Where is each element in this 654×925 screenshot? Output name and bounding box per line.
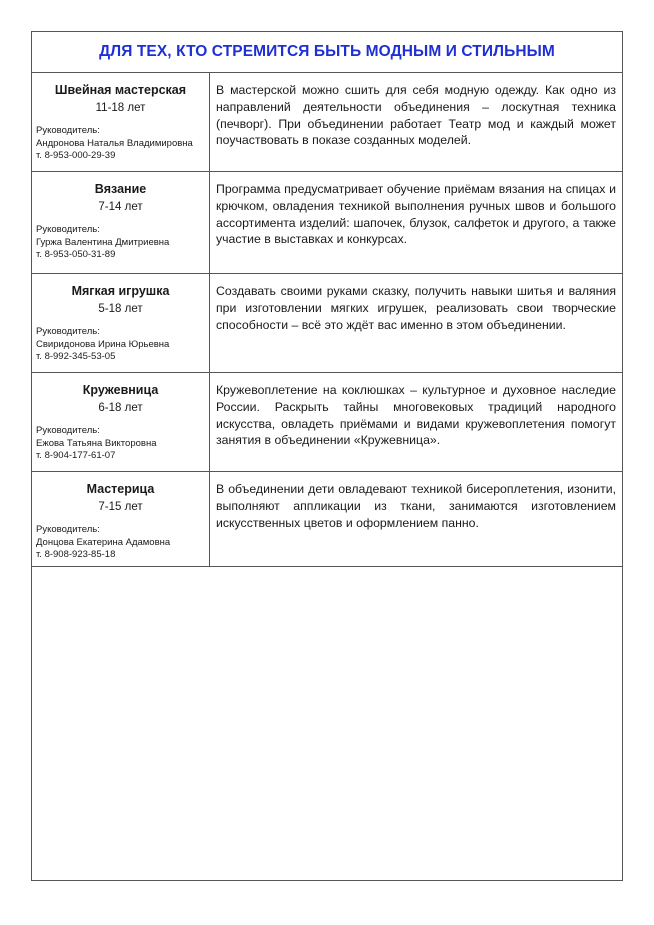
- table-row: [32, 73, 622, 172]
- program-description: Программа предусматривает обучение приёмам вязания на спицах и крючком, овладения техникой выполнения ручных швов и большого ассортимента изделий: шапочек, блузок, салфеток и другого, а также участие в выставках и конкурсах.: [216, 182, 616, 247]
- leader-info: [36, 524, 209, 562]
- program-age: 7-14 лет: [98, 201, 143, 213]
- program-info-cell: [32, 274, 210, 372]
- leader-label: Руководитель:: [36, 326, 100, 337]
- leader-name: Андронова Наталья Владимировна: [36, 137, 193, 149]
- program-description-cell: [210, 373, 622, 471]
- program-age: 6-18 лет: [98, 402, 143, 414]
- leader-phone: т. 8-908-923-85-18: [36, 549, 116, 560]
- leader-label: Руководитель:: [36, 425, 100, 436]
- program-info-cell: [32, 373, 210, 471]
- program-name: Швейная мастерская: [54, 83, 187, 97]
- leader-phone: т. 8-953-050-31-89: [36, 249, 116, 260]
- leader-info: [36, 125, 209, 163]
- leader-phone: т. 8-904-177-61-07: [36, 450, 116, 461]
- leader-info: [36, 224, 209, 262]
- program-description: Создавать своими руками сказку, получить навыки шитья и валяния при изготовлении мягких игрушек, реализовать свои творческие способности – всё это ждёт вас именно в этом объединении.: [216, 284, 616, 332]
- program-description-cell: [210, 172, 622, 273]
- program-description: В объединении дети овладевают техникой бисероплетения, изонити, выполняют аппликации из ткани, занимаются изготовлением искусственных цветов и оформлением панно.: [216, 482, 616, 530]
- leader-name: Ежова Татьяна Викторовна: [36, 437, 157, 449]
- program-name: Мягкая игрушка: [71, 284, 170, 298]
- table-row: [32, 172, 622, 274]
- leader-name: Донцова Екатерина Адамовна: [36, 536, 171, 548]
- program-description: Кружевоплетение на коклюшках – культурное и духовное наследие России. Раскрыть тайны многовековых традиций народного искусства, овладеть приёмами и видами кружевоплетения помогут занятия в объединении «Кружевница».: [216, 383, 616, 448]
- page-title: ДЛЯ ТЕХ, КТО СТРЕМИТСЯ БЫТЬ МОДНЫМ И СТИЛЬНЫМ: [99, 43, 555, 60]
- leader-name: Свиридонова Ирина Юрьевна: [36, 338, 170, 350]
- program-info-cell: [32, 472, 210, 566]
- table-row: [32, 274, 622, 373]
- leader-name: Гуржа Валентина Дмитриевна: [36, 236, 170, 248]
- table-row: [32, 472, 622, 567]
- program-age: 11-18 лет: [95, 102, 146, 114]
- program-name: Мастерица: [86, 482, 155, 496]
- leader-info: [36, 326, 209, 364]
- program-name: Вязание: [94, 182, 147, 196]
- program-description-cell: [210, 274, 622, 372]
- leader-phone: т. 8-953-000-29-39: [36, 150, 116, 161]
- program-age: 5-18 лет: [98, 303, 143, 315]
- program-description-cell: [210, 472, 622, 566]
- program-info-cell: [32, 73, 210, 171]
- leader-label: Руководитель:: [36, 524, 100, 535]
- table-row: [32, 373, 622, 472]
- program-description-cell: [210, 73, 622, 171]
- program-info-cell: [32, 172, 210, 273]
- program-description: В мастерской можно сшить для себя модную одежду. Как одно из направлений деятельности объединения – лоскутная техника (печворг). При объединении работает Театр мод и каждый может поучаствовать в показе созданных моделей.: [216, 83, 616, 148]
- program-table: [31, 31, 623, 881]
- leader-label: Руководитель:: [36, 125, 100, 136]
- program-name: Кружевница: [82, 383, 159, 397]
- program-age: 7-15 лет: [98, 501, 143, 513]
- leader-phone: т. 8-992-345-53-05: [36, 351, 116, 362]
- leader-label: Руководитель:: [36, 224, 100, 235]
- leader-info: [36, 425, 209, 463]
- title-row: [32, 32, 622, 73]
